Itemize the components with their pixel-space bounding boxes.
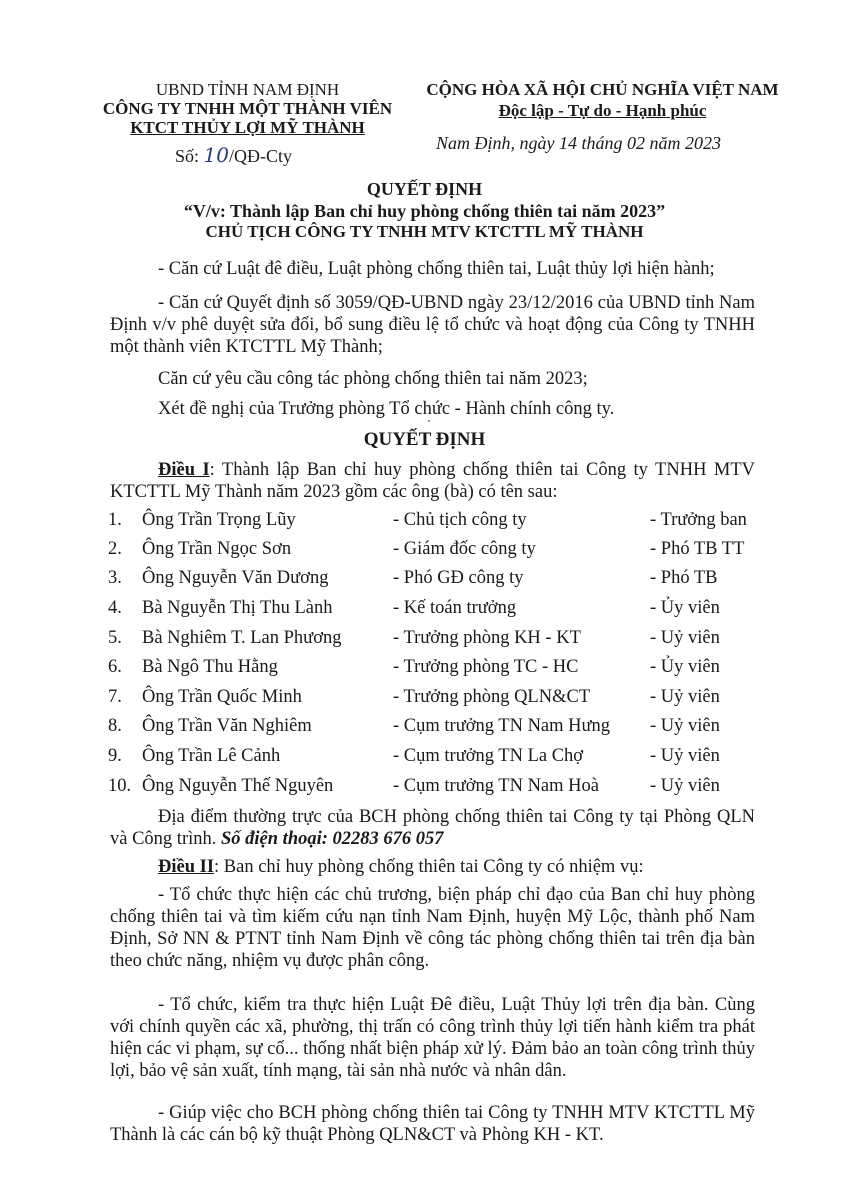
member-name: Ông Trần Trọng Lũy (142, 510, 296, 530)
handwritten-number: 10 (203, 143, 229, 167)
phone-label: Số điện thoại (221, 829, 322, 849)
member-row (0, 687, 849, 713)
member-position: - Phó GĐ công ty (393, 568, 524, 588)
article-2 (110, 856, 755, 878)
number-suffix: /QĐ-Cty (228, 146, 292, 166)
article-2-text: : Ban chỉ huy phòng chống thiên tai Công ty có nhiệm vụ: (214, 857, 644, 877)
member-number: 10. (108, 776, 132, 796)
member-role: - Ủy viên (650, 598, 720, 618)
national-motto (405, 101, 800, 121)
member-row (0, 746, 849, 772)
article-1-label: Điều I (158, 460, 210, 480)
member-role: - Uỷ viên (650, 776, 720, 796)
scan-speck (428, 420, 430, 422)
document-number (175, 143, 292, 167)
member-number: 4. (108, 598, 122, 618)
issuer-company-name (95, 118, 400, 138)
article-2-duty: - Tổ chức thực hiện các chủ trương, biện pháp chỉ đạo của Ban chỉ huy phòng chống thiên tai và tìm kiếm cứu nạn tỉnh Nam Định, huyện Mỹ Lộc, thành phố Nam Định, Sở NN & PTNT tỉnh Nam Định về công tác phòng chống thiên tai trên địa bàn theo chức năng, nhiệm vụ được phân công. (110, 885, 755, 971)
member-name: Ông Trần Văn Nghiêm (142, 716, 312, 736)
phone-value: : 02283 676 057 (321, 829, 444, 849)
member-number: 1. (108, 510, 122, 530)
number-prefix: Số: (175, 146, 200, 166)
decision-heading: QUYẾT ĐỊNH (363, 429, 486, 450)
member-name: Ông Nguyễn Văn Dương (142, 568, 329, 588)
national-title: CỘNG HÒA XÃ HỘI CHỦ NGHĨA VIỆT NAM (426, 80, 779, 99)
member-number: 7. (108, 687, 122, 707)
article-2-duty: - Giúp việc cho BCH phòng chống thiên tai Công ty TNHH MTV KTCTTL Mỹ Thành là các cán bộ kỹ thuật Phòng QLN&CT và Phòng KH - KT. (110, 1103, 755, 1145)
document-authority: CHỦ TỊCH CÔNG TY TNHH MTV KTCTTL MỸ THÀNH (205, 222, 644, 241)
location-paragraph (110, 806, 755, 850)
member-number: 3. (108, 568, 122, 588)
member-position: - Trưởng phòng TC - HC (393, 657, 579, 677)
member-name: Bà Nguyễn Thị Thu Lành (142, 598, 333, 618)
member-name: Ông Trần Ngọc Sơn (142, 539, 292, 559)
preamble-item: Xét đề nghị của Trưởng phòng Tổ chức - Hành chính công ty. (158, 399, 615, 419)
document-title: QUYẾT ĐỊNH (366, 179, 483, 199)
article-1 (110, 459, 755, 503)
member-row (0, 568, 849, 594)
national-motto-text: Độc lập - Tự do - Hạnh phúc (498, 101, 707, 120)
member-row (0, 776, 849, 802)
issuer-company: CÔNG TY TNHH MỘT THÀNH VIÊN (102, 99, 393, 118)
member-position: - Cụm trưởng TN Nam Hưng (393, 716, 611, 736)
article-2-duty: - Tổ chức, kiểm tra thực hiện Luật Đê điều, Luật Thủy lợi trên địa bàn. Cùng với chính quyền các xã, phường, thị trấn có công trình thủy lợi tiến hành kiểm tra phát hiện các vi phạm, sự cố... thống nhất biện pháp xử lý. Đảm bảo an toàn công trình thủy lợi, bảo vệ sản xuất, tính mạng, tài sản nhà nước và nhân dân. (110, 995, 755, 1081)
member-position: - Cụm trưởng TN La Chợ (393, 746, 584, 766)
member-role: - Trưởng ban (650, 510, 747, 530)
issuer-company-name-text: KTCT THỦY LỢI MỸ THÀNH (130, 118, 365, 137)
member-number: 5. (108, 628, 122, 648)
member-position: - Chủ tịch công ty (393, 510, 527, 530)
member-role: - Uỷ viên (650, 746, 720, 766)
member-row (0, 510, 849, 536)
article-2-label: Điều II (158, 857, 215, 877)
member-role: - Uỷ viên (650, 687, 720, 707)
member-position: - Kế toán trưởng (393, 598, 517, 618)
member-row (0, 628, 849, 654)
member-name: Bà Ngô Thu Hằng (142, 657, 278, 677)
member-role: - Ủy viên (650, 657, 720, 677)
member-name: Ông Nguyễn Thế Nguyên (142, 776, 334, 796)
preamble-item: Căn cứ yêu cầu công tác phòng chống thiên tai năm 2023; (158, 369, 588, 389)
member-role: - Phó TB (650, 568, 718, 588)
member-number: 8. (108, 716, 122, 736)
member-name: Ông Trần Lê Cảnh (142, 746, 281, 766)
member-row (0, 716, 849, 742)
member-position: - Trưởng phòng KH - KT (393, 628, 581, 648)
preamble-item: - Căn cứ Quyết định số 3059/QĐ-UBND ngày 23/12/2016 của UBND tỉnh Nam Định v/v phê duyệt sửa đổi, bổ sung điều lệ tổ chức và hoạt động của Công ty TNHH một thành viên KTCTTL Mỹ Thành; (110, 293, 755, 357)
member-row (0, 539, 849, 565)
preamble-item: - Căn cứ Luật đê điều, Luật phòng chống thiên tai, Luật thủy lợi hiện hành; (158, 259, 715, 279)
member-number: 2. (108, 539, 122, 559)
member-number: 6. (108, 657, 122, 677)
member-name: Bà Nghiêm T. Lan Phương (142, 628, 342, 648)
member-position: - Trưởng phòng QLN&CT (393, 687, 591, 707)
member-name: Ông Trần Quốc Minh (142, 687, 302, 707)
document-subject: “V/v: Thành lập Ban chỉ huy phòng chống thiên tai năm 2023” (183, 201, 666, 221)
issuer-authority: UBND TỈNH NAM ĐỊNH (155, 80, 340, 99)
member-number: 9. (108, 746, 122, 766)
member-position: - Cụm trưởng TN Nam Hoà (393, 776, 599, 796)
document-date: Nam Định, ngày 14 tháng 02 năm 2023 (436, 133, 721, 153)
member-position: - Giám đốc công ty (393, 539, 536, 559)
member-role: - Uỷ viên (650, 716, 720, 736)
member-row (0, 657, 849, 683)
article-1-text: : Thành lập Ban chỉ huy phòng chống thiên tai Công ty TNHH MTV KTCTTL Mỹ Thành năm 2023 gồm các ông (bà) có tên sau: (110, 460, 755, 502)
member-role: - Phó TB TT (650, 539, 745, 559)
member-role: - Uỷ viên (650, 628, 720, 648)
member-row (0, 598, 849, 624)
location-text: Địa điểm thường trực của BCH phòng chống thiên tai Công ty tại Phòng QLN và Công trình. (110, 807, 755, 849)
